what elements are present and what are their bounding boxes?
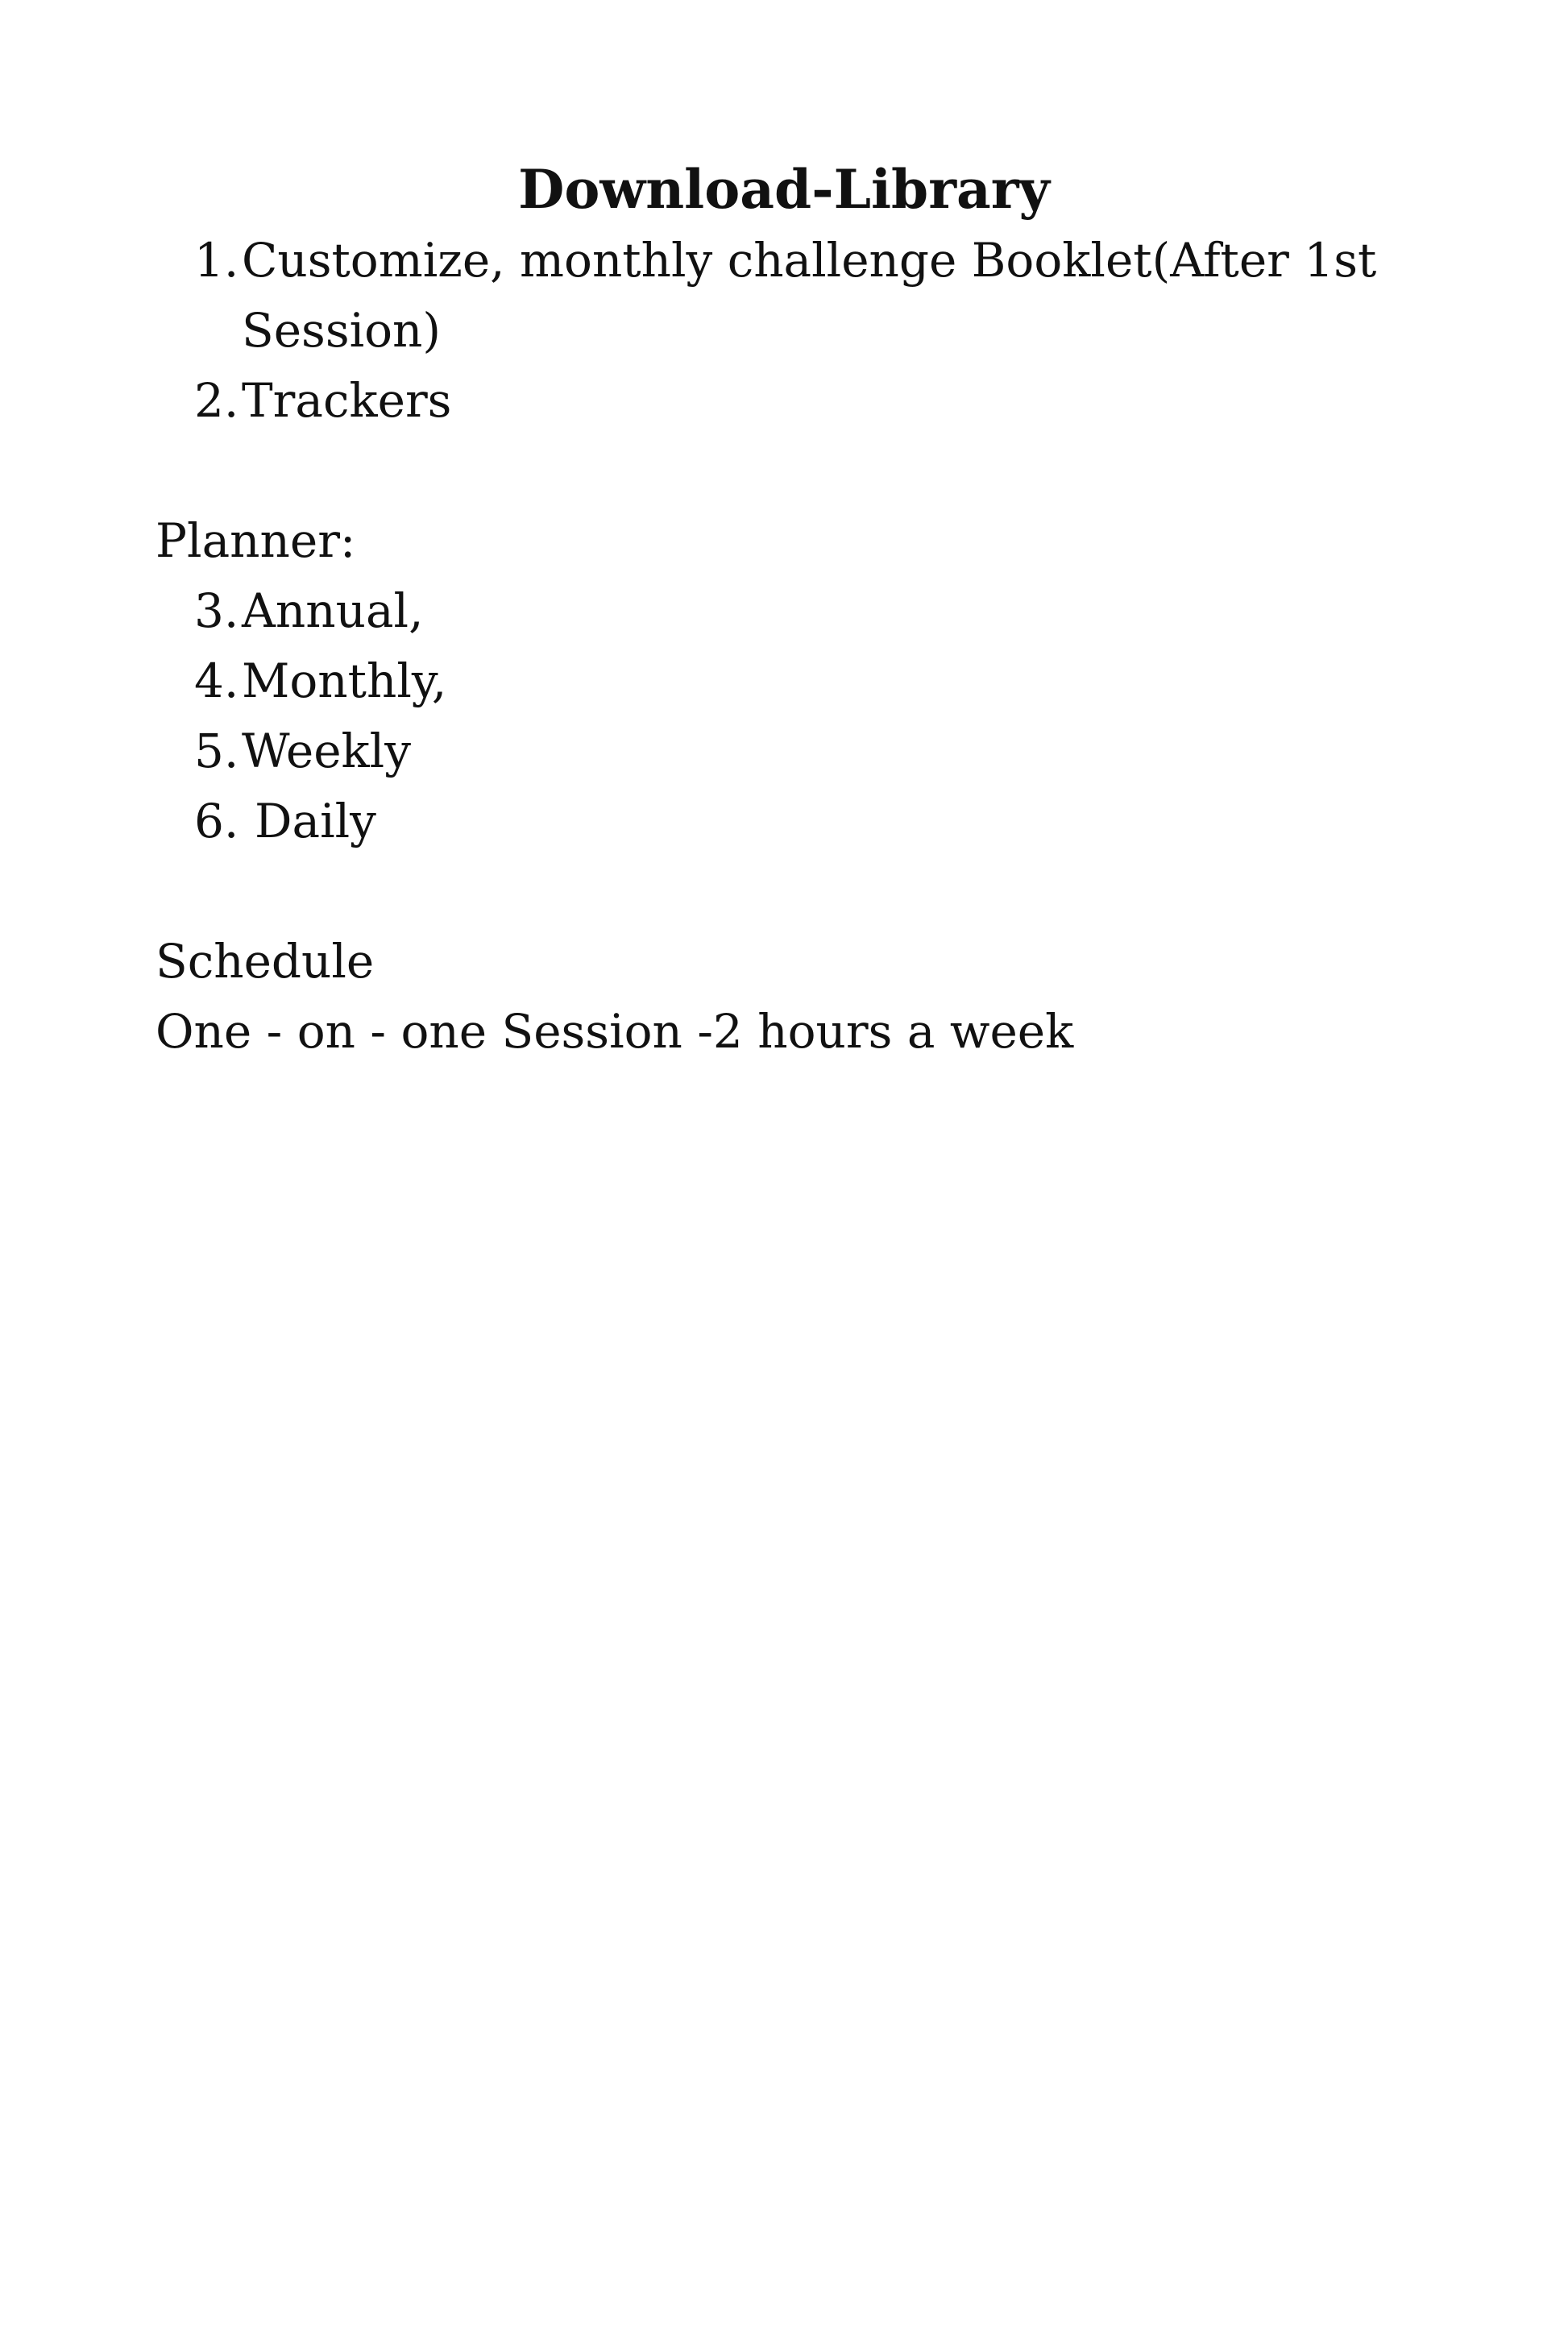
list-item xyxy=(156,366,1412,436)
list-item-number: 6. xyxy=(194,794,239,848)
spacer xyxy=(156,857,1412,927)
schedule-label: Schedule xyxy=(156,934,375,989)
list-item xyxy=(156,786,1412,857)
document-body xyxy=(156,226,1412,1067)
schedule-text: One - on - one Session -2 hours a week xyxy=(156,1004,1074,1059)
list-item-text: Trackers xyxy=(242,373,452,428)
list-item-text: Monthly, xyxy=(242,653,447,708)
list-item xyxy=(156,576,1412,646)
list-item-text: Daily xyxy=(255,794,376,848)
spacer xyxy=(156,436,1412,506)
list-item-number: 5. xyxy=(194,724,239,778)
list-item-text: Customize, monthly challenge Booklet(After 1st Session) xyxy=(242,233,1377,358)
list-item-number: 4. xyxy=(194,653,239,708)
list-item-number: 3. xyxy=(194,583,239,638)
document-title: Download-Library xyxy=(518,158,1050,221)
list-item-text: Annual, xyxy=(242,583,424,638)
list-item-text: Weekly xyxy=(242,724,411,778)
list-item xyxy=(156,226,1412,366)
list-item xyxy=(156,646,1412,716)
list-item-number: 1. xyxy=(194,233,239,288)
planner-label: Planner: xyxy=(156,513,356,568)
list-item-number: 2. xyxy=(194,373,239,428)
list-item xyxy=(156,716,1412,786)
